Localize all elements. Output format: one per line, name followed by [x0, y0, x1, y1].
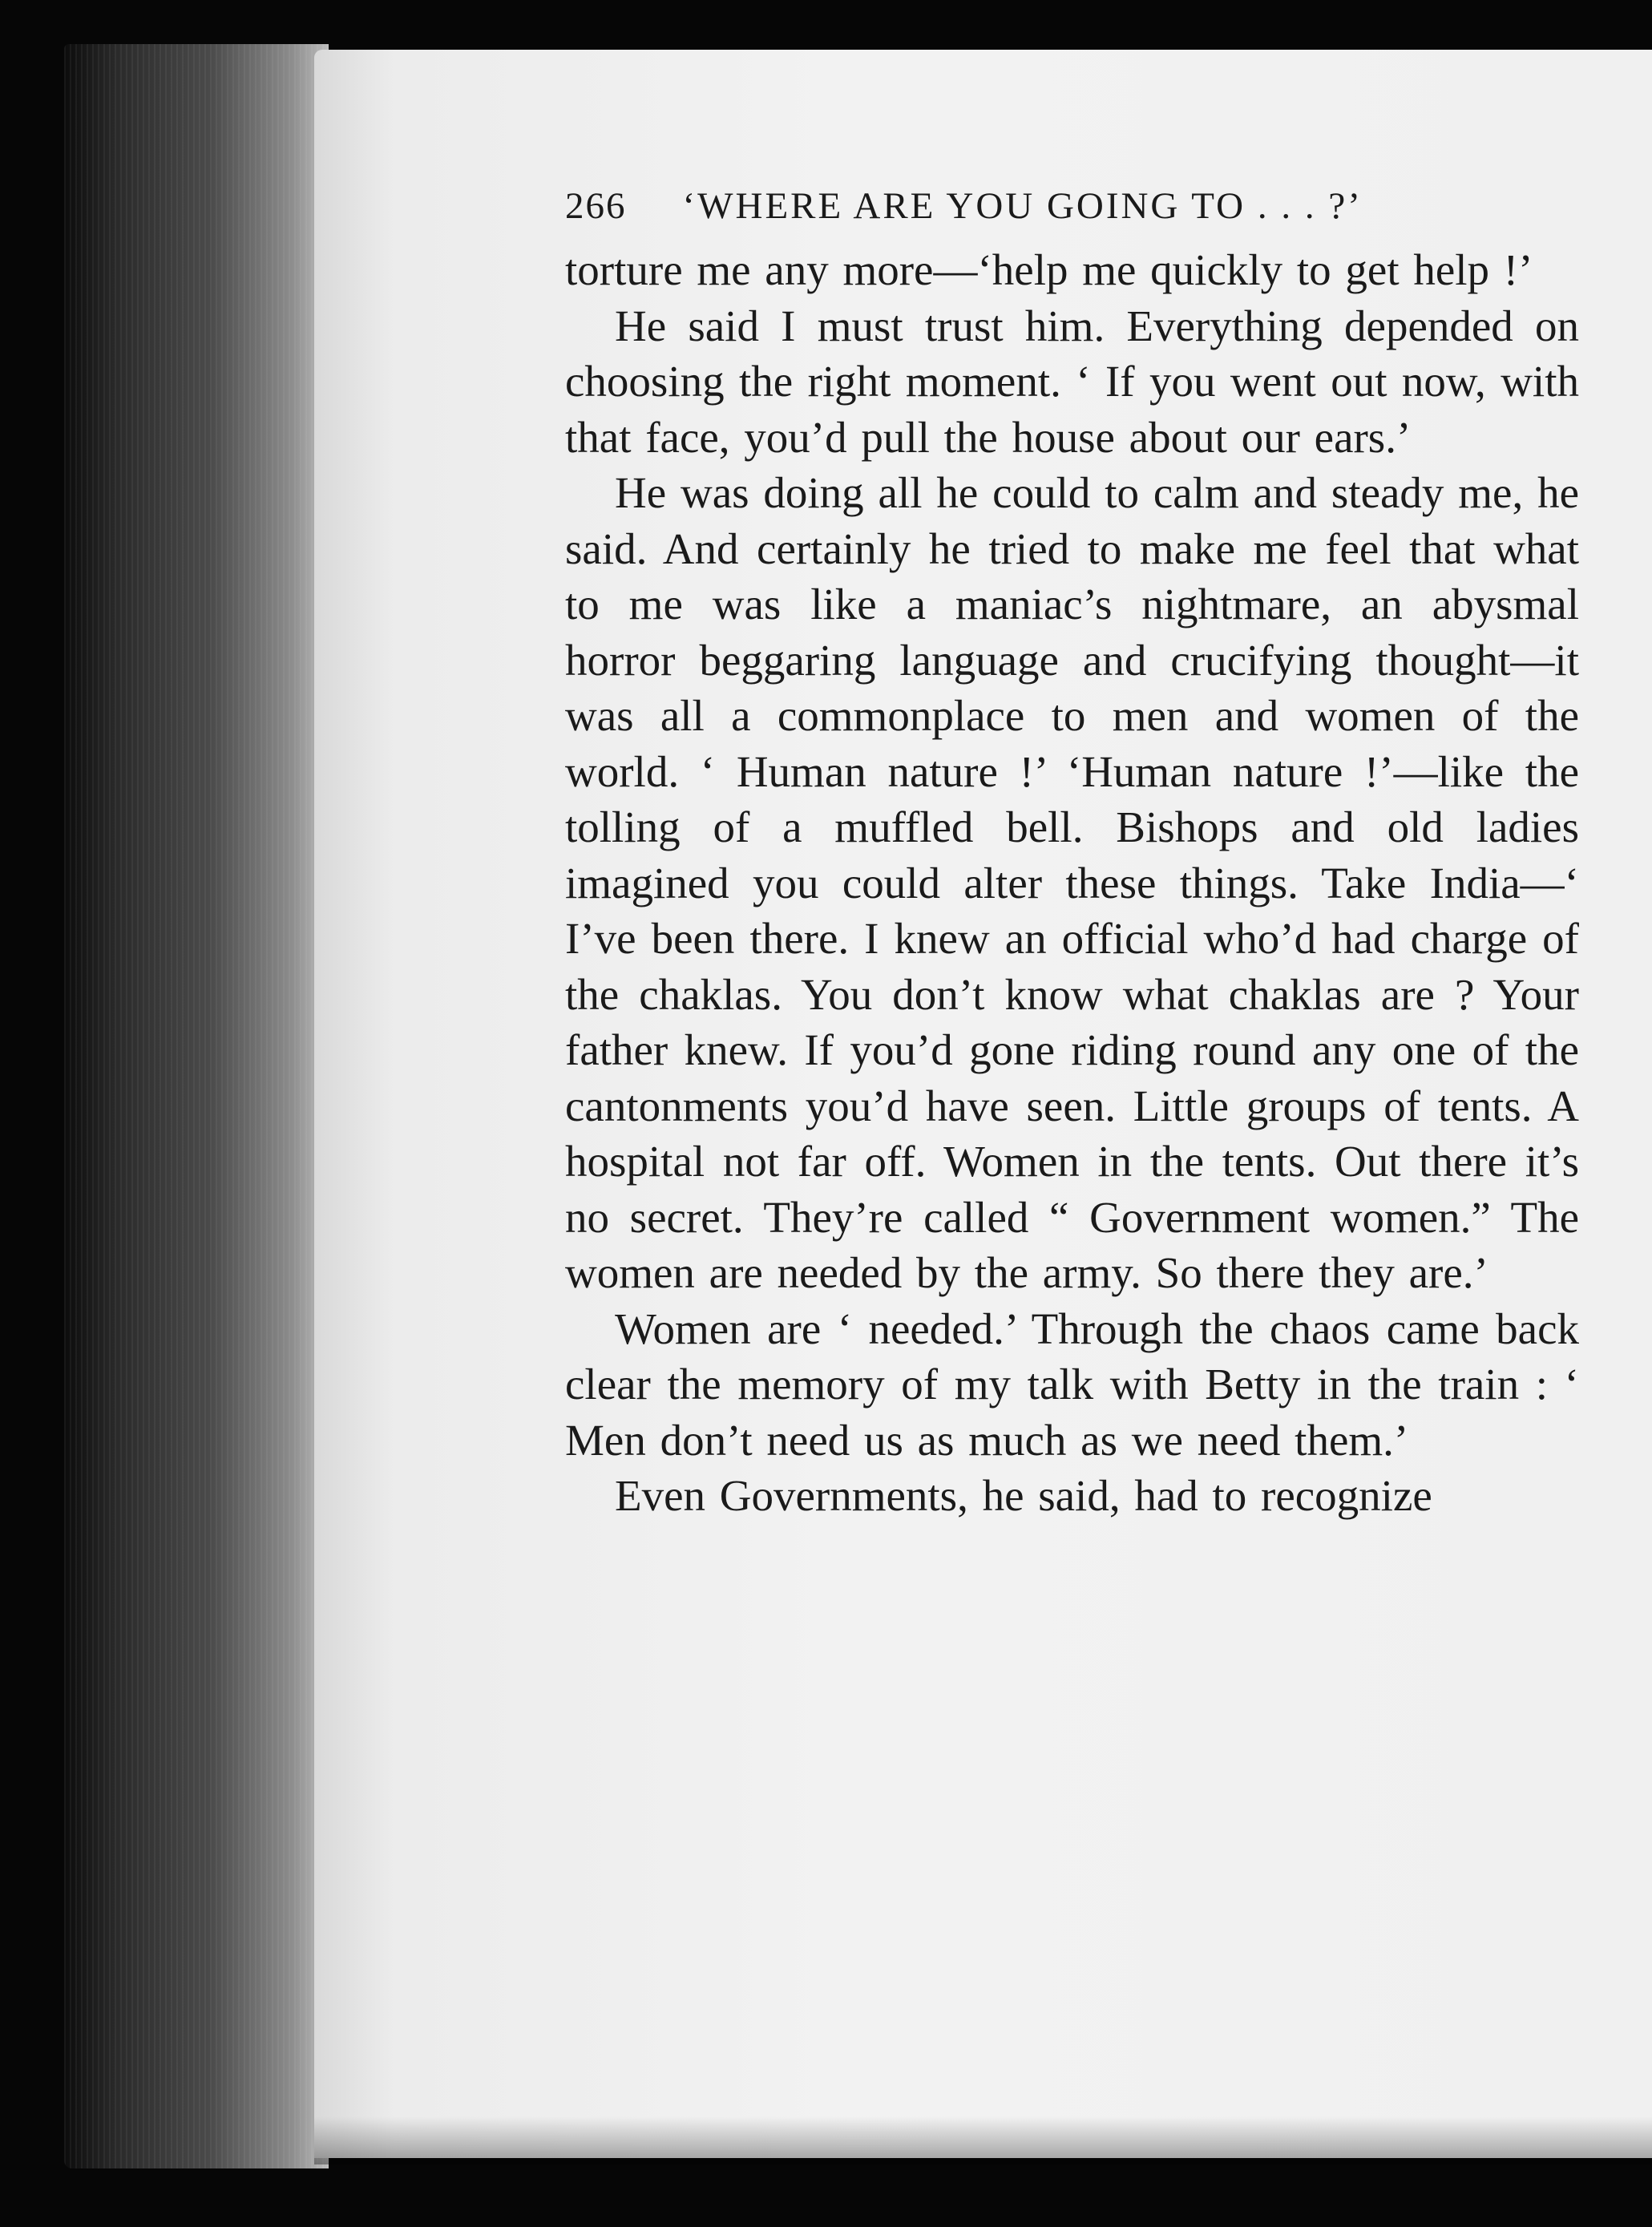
paragraph-3: He was doing all he could to calm and steady me, he said. And certainly he tried to make me feel that what to me was like a maniac’s nightmare, an abysmal horror beggaring language and crucifying thought—it was all a commonplace to men and women of the world. ‘ Human nature !’ ‘Human nature !’—like the tolling of a muffled bell. Bishops and old ladies imagined you could alter these things. Take India—‘ I’ve been there. I knew an official who’d had charge of the chaklas. You don’t know what chaklas are ? Your father knew. If you’d gone riding round any one of the cantonments you’d have seen. Little groups of tents. A hospital not far off. Women in the tents. Out there it’s no secret. They’re called “ Government women.” The women are needed by the army. So there they are.’	[565, 468, 1579, 1297]
paragraph-2: He said I must trust him. Everything depended on choosing the right moment. ‘ If you went out now, with that face, you’d pull the house about our ears.’	[565, 301, 1579, 462]
page-shadow	[314, 2116, 1652, 2164]
running-header	[565, 184, 1579, 228]
paragraph-5: Even Governments, he said, had to recognize	[615, 1471, 1432, 1520]
page-number: 266	[565, 185, 627, 227]
page-text-block	[565, 184, 1579, 1524]
paragraph-4: Women are ‘ needed.’ Through the chaos came back clear the memory of my talk with Betty in the train : ‘ Men don’t need us as much as we need them.’	[565, 1303, 1579, 1465]
book-spine-edge	[64, 44, 329, 2168]
running-title: ‘WHERE ARE YOU GOING TO . . . ?’	[682, 185, 1363, 227]
paragraph-1: torture me any more—‘help me quickly to get help !’	[565, 245, 1533, 294]
